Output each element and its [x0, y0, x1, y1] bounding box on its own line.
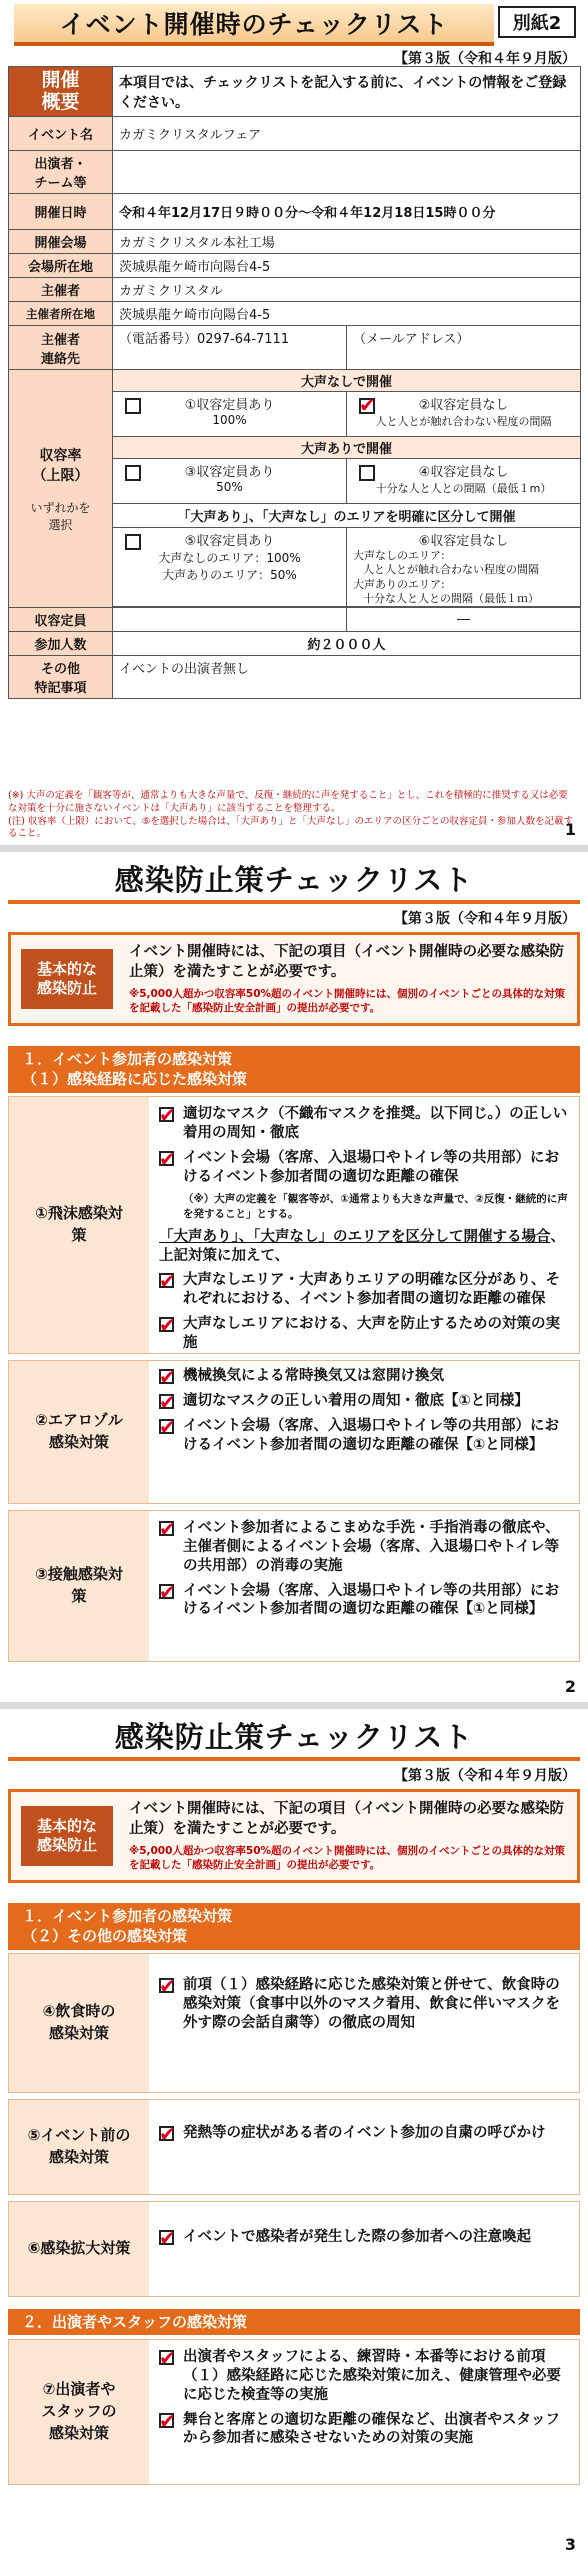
- basic-prevention-box: [8, 932, 580, 1026]
- attendance-label: 参加人数: [9, 632, 113, 656]
- option-4-checkbox[interactable]: [359, 465, 375, 481]
- option-1-checkbox[interactable]: [125, 398, 141, 414]
- before-event-label: ⑤イベント前の 感染対策: [9, 2100, 149, 2194]
- staff-item-1[interactable]: ✔ 出演者やスタッフによる、練習時・本番等における前項（１）感染経路に応じた感染対策に加え、健康管理や必要に応じた検査等の実施: [159, 2348, 571, 2405]
- section-heading: １．イベント参加者の感染対策 （１）感染経路に応じた感染対策: [8, 1046, 580, 1093]
- overview-label: 開催 概要: [9, 67, 113, 117]
- date-field[interactable]: 令和４年12月17日９時００分～令和４年12月18日15時００分: [113, 194, 581, 230]
- other-label: その他 特記事項: [9, 656, 113, 699]
- checkbox[interactable]: [159, 1978, 174, 1993]
- option-5-cell[interactable]: [113, 528, 347, 607]
- capacity-sublabel: いずれかを 選択: [30, 500, 91, 532]
- checkbox[interactable]: [159, 1151, 174, 1166]
- option-6-line-3: 大声ありのエリア:: [353, 577, 445, 591]
- title-underline: [8, 900, 580, 904]
- option-6-line-1: 大声なしのエリア:: [353, 549, 445, 562]
- option-6-line-2: 人と人とが触れ合わない程度の間隔: [363, 563, 539, 577]
- spread-item-1[interactable]: ✔ イベントで感染者が発生した際の参加者への注意喚起: [159, 2228, 571, 2247]
- checklist-page-1: [0, 0, 588, 845]
- date-label: 開催日時: [9, 194, 113, 230]
- basic-prevention-box: [8, 1789, 580, 1883]
- basic-prevention-note: ※5,000人超かつ収容率50%超のイベント開催時には、個別のイベントごとの具体的な対策を記載した「感染防止安全計画」の提出が必要です。: [129, 1845, 566, 1872]
- checkbox[interactable]: [159, 1369, 174, 1384]
- page-title: 感染防止策チェックリスト: [114, 863, 474, 897]
- contact-item-1[interactable]: ✔ イベント参加者によるこまめな手洗・手指消毒の徹底や、主催者側によるイベント会場（客席、入退場口やトイレ等の共用部）の消毒の実施: [159, 1519, 571, 1576]
- checkbox[interactable]: [159, 2126, 174, 2141]
- aerosol-item-2[interactable]: ✔ 適切なマスクの正しい着用の周知・徹底【①と同様】: [159, 1392, 571, 1411]
- capacity-label-cell: [9, 370, 113, 608]
- checkbox[interactable]: [159, 1394, 174, 1409]
- option-6-line-4: 十分な人と人との間隔（最低１ｍ）: [363, 591, 539, 605]
- staff-row: [8, 2339, 580, 2485]
- edition-label: 【第３版（令和４年９月版）: [394, 911, 576, 927]
- option-3-checkbox[interactable]: [125, 465, 141, 481]
- split-area-paragraph: 「大声あり」、「大声なし」のエリアを区分して開催する場合、上記対策に加えて、: [159, 1228, 565, 1264]
- basic-prevention-text: イベント開催時には、下記の項目（イベント開催時の必要な感染防止策）を満たすことが必要です。: [129, 944, 564, 980]
- aerosol-label: ②エアロゾル 感染対策: [9, 1361, 149, 1503]
- performers-field[interactable]: [113, 151, 581, 194]
- phone-field[interactable]: （電話番号）0297-64-7111: [113, 326, 347, 370]
- organizer-label: 主催者: [9, 278, 113, 302]
- option-1-value: 100%: [212, 413, 247, 427]
- eating-label: ④飲食時の 感染対策: [9, 1954, 149, 2092]
- basic-prevention-text: イベント開催時には、下記の項目（イベント開催時の必要な感染防止策）を満たすことが必要です。: [129, 1801, 564, 1837]
- section-heading: １．イベント参加者の感染対策 （２）その他の感染対策: [8, 1903, 580, 1950]
- basic-prevention-note: ※5,000人超かつ収容率50%超のイベント開催時には、個別のイベントごとの具体的な対策を記載した「感染防止安全計画」の提出が必要です。: [129, 988, 566, 1015]
- option-3-cell[interactable]: [113, 459, 347, 504]
- option-2-cell[interactable]: [347, 392, 581, 437]
- checkbox[interactable]: [159, 1521, 174, 1536]
- eating-row: [8, 1953, 580, 2093]
- split-area-header: 「大声あり」、「大声なし」のエリアを明確に区分して開催: [113, 504, 581, 528]
- option-2-title: ②収容定員なし: [418, 398, 509, 413]
- no-voice-header: 大声なしで開催: [113, 370, 581, 392]
- notes: [8, 790, 574, 841]
- venue-label: 開催会場: [9, 230, 113, 254]
- aerosol-item-3[interactable]: ✔ イベント会場（客席、入退場口やトイレ等の共用部）におけるイベント参加者間の適切な距離の確保【①と同様】: [159, 1417, 571, 1455]
- droplet-item-4[interactable]: ✔ 大声なしエリアにおける、大声を防止するための対策の実施: [159, 1315, 571, 1353]
- capacity-label: 収容率 （上限）: [32, 447, 89, 484]
- aerosol-item-1[interactable]: ✔ 機械換気による常時換気又は窓開け換気: [159, 1367, 571, 1386]
- contact-row: [8, 1510, 580, 1662]
- overview-text: 本項目では、チェックリストを記入する前に、イベントの情報をご登録ください。: [113, 67, 581, 117]
- note-1: (※) 大声の定義を「観客等が、通常よりも大きな声量で、反復・継続的に声を発すること」とし、これを積極的に推奨する又は必要な対策を十分に施さないイベントは「大声あり」に該当することを整理する。: [8, 790, 568, 814]
- droplet-item-1[interactable]: ✔ 適切なマスク（不織布マスクを推奨。以下同じ。）の正しい着用の周知・徹底: [159, 1105, 571, 1143]
- checklist-page-2: [0, 852, 588, 1702]
- title-underline: [8, 1757, 580, 1761]
- page-number: 3: [564, 2535, 576, 2554]
- checkbox[interactable]: [159, 1419, 174, 1434]
- other-field[interactable]: イベントの出演者無し: [113, 656, 581, 699]
- edition-label: 【第３版（令和４年９月版）: [394, 1768, 576, 1784]
- eating-item-1[interactable]: ✔ 前項（１）感染経路に応じた感染対策と併せて、飲食時の感染対策（食事中以外のマスク着用、飲食に伴いマスクを外す際の会話自粛等）の徹底の周知: [159, 1976, 571, 2033]
- checkbox[interactable]: [159, 2413, 174, 2428]
- event-name-field[interactable]: カガミクリスタルフェア: [113, 117, 581, 151]
- before-event-item-1[interactable]: ✔ 発熱等の症状がある者のイベント参加の自粛の呼びかけ: [159, 2124, 571, 2143]
- option-5-checkbox[interactable]: [125, 534, 141, 550]
- option-5-title: ⑤収容定員あり: [184, 534, 275, 549]
- edition-label: 【第３版（令和４年９月版）: [394, 51, 576, 67]
- droplet-item-3[interactable]: ✔ 大声なしエリア・大声ありエリアの明確な区分があり、それぞれにおける、イベント参加者間の適切な距離の確保: [159, 1271, 571, 1309]
- spread-label: ⑥感染拡大対策: [9, 2202, 149, 2296]
- droplet-item-2[interactable]: ✔ イベント会場（客席、入退場口やトイレ等の共用部）におけるイベント参加者間の適切な距離の確保: [159, 1149, 571, 1187]
- staff-item-2[interactable]: ✔ 舞台と客席との適切な距離の確保など、出演者やスタッフから参加者に感染させないための対策の実施: [159, 2411, 571, 2449]
- voice-header: 大声ありで開催: [113, 437, 581, 459]
- event-name-label: イベント名: [9, 117, 113, 151]
- venue-field[interactable]: カガミクリスタル本社工場: [113, 230, 581, 254]
- contact-item-2[interactable]: ✔ イベント会場（客席、入退場口やトイレ等の共用部）におけるイベント参加者間の適切な距離の確保【①と同様】: [159, 1582, 571, 1620]
- organizer-address-label: 主催者所在地: [9, 302, 113, 326]
- section-2-heading: ２．出演者やスタッフの感染対策: [8, 2309, 580, 2335]
- option-6-title: ⑥収容定員なし: [418, 534, 509, 549]
- capacity-reference-label: 収容定員: [9, 608, 113, 632]
- option-1-cell[interactable]: [113, 392, 347, 437]
- option-2-value: 人と人とが触れ合わない程度の間隔: [375, 415, 552, 428]
- contact-label: 主催者 連絡先: [9, 326, 113, 370]
- checklist-page-3: [0, 1709, 588, 2560]
- attendance-field[interactable]: 約２０００人: [113, 632, 581, 656]
- page-number: 1: [564, 820, 576, 839]
- option-3-title: ③収容定員あり: [184, 465, 275, 480]
- option-2-checkbox[interactable]: [359, 398, 375, 414]
- option-1-title: ①収容定員あり: [184, 398, 275, 413]
- spread-row: [8, 2201, 580, 2297]
- option-4-value: 十分な人と人との間隔（最低１m）: [375, 482, 552, 495]
- before-event-row: [8, 2099, 580, 2195]
- venue-address-label: 会場所在地: [9, 254, 113, 278]
- droplet-label: ①飛沫感染対 策: [9, 1097, 149, 1353]
- basic-prevention-label: 基本的な 感染防止: [21, 1806, 113, 1866]
- performers-label: 出演者・ チーム等: [9, 151, 113, 194]
- contact-label: ③接触感染対 策: [9, 1511, 149, 1661]
- capacity-reference-field-left[interactable]: [113, 608, 347, 632]
- venue-address-field[interactable]: 茨城県龍ケ崎市向陽台4-5: [113, 254, 581, 278]
- checkbox[interactable]: [159, 1107, 174, 1122]
- note-2: (注) 収容率（上限）において、⑤を選択した場合は、「大声あり」と「大声なし」のエリアの区分ごとの収容定員・参加人数を記載すること。: [8, 815, 574, 840]
- checkbox[interactable]: [159, 1273, 174, 1288]
- capacity-reference-field[interactable]: ―: [347, 608, 581, 632]
- option-6-cell[interactable]: [347, 528, 581, 607]
- option-5-line-2: 大声ありのエリア：50%: [162, 568, 297, 582]
- page-title: イベント開催時のチェックリスト: [14, 4, 494, 46]
- checkbox[interactable]: [159, 1317, 174, 1332]
- page-title: 感染防止策チェックリスト: [114, 1720, 474, 1754]
- email-field[interactable]: （メールアドレス）: [347, 326, 581, 370]
- option-4-cell[interactable]: [347, 459, 581, 504]
- checkbox[interactable]: [159, 2350, 174, 2365]
- aerosol-row: [8, 1360, 580, 1504]
- page-number: 2: [564, 1677, 576, 1696]
- option-5-line-1: 大声なしのエリア：100%: [158, 551, 301, 565]
- checkbox[interactable]: [159, 1584, 174, 1599]
- organizer-address-field[interactable]: 茨城県龍ケ崎市向陽台4-5: [113, 302, 581, 326]
- annex-badge: 別紙2: [498, 6, 576, 38]
- checkbox[interactable]: [159, 2230, 174, 2245]
- droplet-note: （※）大声の定義を「観客等が、①通常よりも大きな声量で、②反復・継続的に声を発すること」とする。: [183, 1193, 568, 1221]
- staff-label: ⑦出演者や スタッフの 感染対策: [9, 2340, 149, 2484]
- option-4-title: ④収容定員なし: [418, 465, 509, 480]
- basic-prevention-label: 基本的な 感染防止: [21, 949, 113, 1009]
- organizer-field[interactable]: カガミクリスタル: [113, 278, 581, 302]
- droplet-row: [8, 1096, 580, 1354]
- option-3-value: 50%: [216, 480, 243, 494]
- event-info-table: [8, 66, 581, 699]
